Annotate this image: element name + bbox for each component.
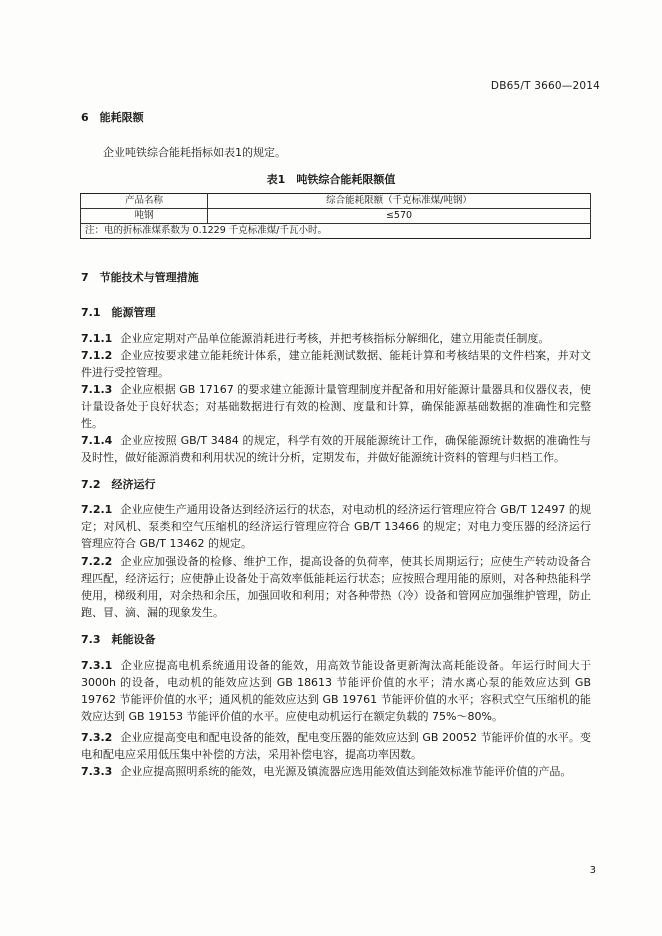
table-row — [81, 209, 591, 224]
paragraph-7-3-1 — [81, 657, 591, 725]
clause-text: 企业应定期对产品单位能源消耗进行考核，并把考核指标分解细化，建立用能责任制度。 — [120, 332, 550, 345]
section-7-1-title: 7.1 能源管理 — [81, 306, 156, 319]
clause-number: 7.3.3 — [81, 765, 113, 778]
header-energy-limit: 综合能耗限额（千克标准煤/吨钢） — [208, 194, 591, 209]
clause-text: 企业应提高电机系统通用设备的能效，用高效节能设备更新淘汰高耗能设备。年运行时间大于 3000h 的设备，电动机的能效应达到 GB 18613 节能评价值的水平；清水离心泵的能效应达到 GB 19762 节能评价值的水平；通风机的能效应达到 GB 19761 节能评价值的水平；容积式空气压缩机的能效应达到 GB 19153 节能评价值的水平。应使电动机运行在额定负载的 75%～80%。 — [81, 659, 591, 723]
clause-text: 企业应使生产通用设备达到经济运行的状态，对电动机的经济运行管理应符合 GB/T 12497 的规定；对风机、泵类和空气压缩机的经济运行管理应符合 GB/T 13466 的规定；对电力变压器的经济运行管理应符合 GB/T 13462 的规定。 — [81, 503, 591, 550]
table-note: 注：电的折标准煤系数为 0.1229 千克标准煤/千瓦小时。 — [81, 224, 591, 239]
clause-text: 企业应按照 GB/T 3484 的规定，科学有效的开展能源统计工作，确保能源统计数据的准确性与及时性，做好能源消费和利用状况的统计分析，定期发布，并做好能源统计资料的管理与归档工作。 — [81, 434, 591, 464]
clause-text: 企业应提高变电和配电设备的能效，配电变压器的能效应达到 GB 20052 节能评价值的水平。变电和配电应采用低压集中补偿的方法，采用补偿电容，提高功率因数。 — [81, 731, 591, 761]
table-1-title: 表1 吨铁综合能耗限额值 — [266, 173, 396, 186]
section-7-title: 7 节能技术与管理措施 — [81, 271, 199, 284]
paragraph-7-1-3 — [81, 381, 591, 432]
clause-text: 企业应根据 GB 17167 的要求建立能源计量管理制度并配备和用好能源计量器具和仪器仪表，使计量设备处于良好状态；对基础数据进行有效的检测、度量和计算，确保能源基础数据的准确性和完整性。 — [81, 383, 591, 430]
page-number: 3 — [589, 865, 596, 876]
paragraph-7-3-2 — [81, 729, 591, 763]
cell-product: 吨钢 — [81, 209, 208, 224]
section-7-3-title: 7.3 耗能设备 — [81, 633, 156, 646]
header-product-name: 产品名称 — [81, 194, 208, 209]
paragraph-7-2-2 — [81, 553, 591, 621]
clause-number: 7.2.2 — [81, 555, 113, 568]
clause-number: 7.2.1 — [81, 503, 113, 516]
table-header-row — [81, 194, 591, 209]
standard-code: DB65/T 3660—2014 — [490, 80, 600, 92]
paragraph-7-1-4 — [81, 432, 591, 466]
energy-limit-table — [80, 193, 591, 239]
clause-number: 7.1.1 — [81, 332, 113, 345]
clause-number: 7.3.1 — [81, 659, 113, 672]
clause-text: 企业应提高照明系统的能效，电光源及镇流器应选用能效值达到能效标准节能评价值的产品。 — [120, 765, 572, 778]
paragraph-7-3-3 — [81, 763, 591, 780]
clause-number: 7.1.3 — [81, 383, 113, 396]
clause-text: 企业应按要求建立能耗统计体系，建立能耗测试数据、能耗计算和考核结果的文件档案，并对文件进行受控管理。 — [81, 349, 591, 379]
paragraph-7-1-2 — [81, 347, 591, 381]
section-7-2-title: 7.2 经济运行 — [81, 478, 156, 491]
clause-number: 7.3.2 — [81, 731, 113, 744]
paragraph-7-2-1 — [81, 501, 591, 552]
clause-text: 企业应加强设备的检修、维护工作，提高设备的负荷率，使其长周期运行；应使生产转动设备合理匹配，经济运行；应使静止设备处于高效率低能耗运行状态；应按照合理用能的原则，对各种热能科学使用，梯级利用，对余热和余压，加强回收和利用；对各种带热（冷）设备和管网应加强维护管理，防止跑、冒、滴、漏的现象发生。 — [81, 555, 591, 619]
paragraph-7-1-1 — [81, 330, 591, 347]
section-6-title: 6 能耗限额 — [81, 111, 144, 124]
table-note-row — [81, 224, 591, 239]
clause-number: 7.1.4 — [81, 434, 113, 447]
clause-number: 7.1.2 — [81, 349, 113, 362]
cell-limit-value: ≤570 — [208, 209, 591, 224]
section-6-intro: 企业吨铁综合能耗指标如表1的规定。 — [103, 146, 286, 159]
